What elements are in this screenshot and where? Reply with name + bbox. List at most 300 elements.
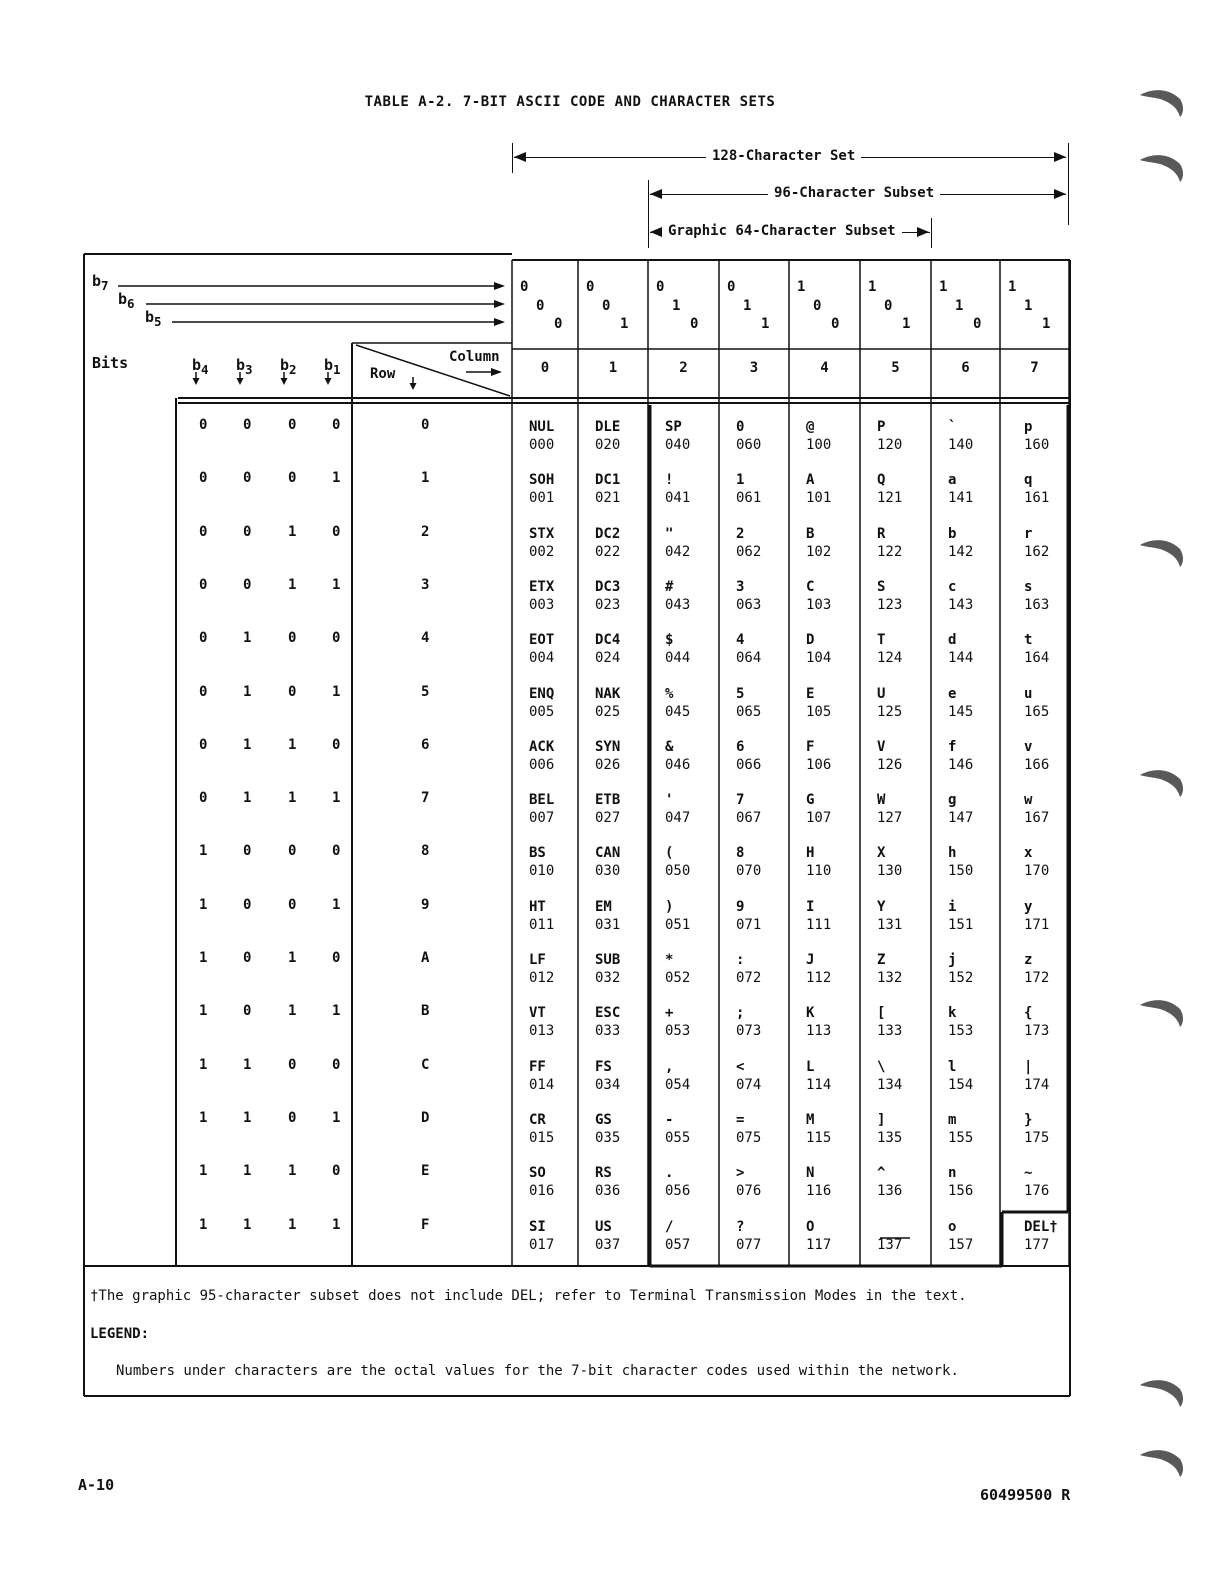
octal-value: 123: [877, 596, 903, 613]
octal-value: 025: [595, 703, 621, 720]
character-glyph: %: [665, 685, 674, 702]
octal-value: 026: [595, 756, 621, 773]
bit-value: 1: [243, 683, 252, 700]
octal-value: 041: [665, 490, 691, 507]
character-glyph: l: [948, 1058, 957, 1075]
span-96-label: 96-Character Subset: [768, 185, 940, 201]
octal-value: 013: [529, 1023, 555, 1040]
character-glyph: US: [595, 1218, 612, 1235]
column-b5-value: 0: [831, 316, 840, 332]
octal-value: 131: [877, 916, 903, 933]
bit-value: 0: [288, 630, 297, 647]
octal-value: 031: [595, 916, 621, 933]
character-glyph: m: [948, 1111, 957, 1128]
octal-value: 074: [736, 1076, 762, 1093]
bit-value: 0: [243, 523, 252, 540]
octal-value: 133: [877, 1023, 903, 1040]
octal-value: 015: [529, 1129, 555, 1146]
bit-value: 1: [199, 843, 208, 860]
character-glyph: ,: [665, 1058, 674, 1075]
character-glyph: k: [948, 1005, 957, 1022]
row-number: 8: [421, 843, 430, 860]
b4-label: $b_4$: [192, 356, 209, 377]
octal-value: 165: [1024, 703, 1050, 720]
legend-text: Numbers under characters are the octal values for the 7-bit character codes used within the network.: [116, 1363, 959, 1379]
character-glyph: o: [948, 1218, 957, 1235]
character-glyph: NAK: [595, 685, 621, 702]
octal-value: 176: [1024, 1183, 1050, 1200]
character-glyph: d: [948, 632, 957, 649]
character-glyph: O: [806, 1218, 815, 1235]
character-glyph: 4: [736, 632, 745, 649]
octal-value: 172: [1024, 970, 1050, 986]
octal-value: 136: [877, 1183, 903, 1200]
octal-value: 144: [948, 650, 974, 667]
column-b7-value: 0: [727, 279, 736, 295]
column-b7-value: 0: [656, 279, 665, 295]
character-glyph: J: [806, 952, 815, 968]
character-glyph: #: [665, 578, 674, 595]
bit-value: 1: [332, 1216, 341, 1233]
character-glyph: CAN: [595, 845, 621, 862]
binder-hole: [1140, 1000, 1183, 1027]
row-number: B: [421, 1003, 430, 1020]
bit-value: 0: [332, 523, 341, 540]
character-glyph: SOH: [529, 472, 555, 489]
character-glyph: P: [877, 419, 886, 435]
character-glyph: F: [806, 738, 815, 755]
bit-value: 1: [243, 1056, 252, 1073]
bit-value: 1: [243, 1216, 252, 1233]
bit-value: 0: [288, 896, 297, 913]
character-glyph: G: [806, 792, 815, 809]
character-glyph: M: [806, 1111, 815, 1128]
character-glyph: ENQ: [529, 685, 555, 702]
character-glyph: ESC: [595, 1005, 621, 1022]
column-b5-value: 0: [690, 316, 699, 332]
b6-arrowhead: [494, 300, 505, 308]
octal-value: 060: [736, 437, 762, 453]
octal-value: 064: [736, 650, 762, 667]
character-glyph: $: [665, 632, 674, 649]
octal-value: 055: [665, 1129, 691, 1146]
octal-value: 155: [948, 1129, 974, 1146]
character-glyph: y: [1024, 898, 1033, 915]
bit-value: 0: [243, 950, 252, 966]
octal-value: 162: [1024, 543, 1050, 560]
octal-value: 020: [595, 437, 621, 453]
character-glyph: BS: [529, 845, 546, 862]
bit-value: 0: [332, 1056, 341, 1073]
bit-value: 0: [243, 843, 252, 860]
character-glyph: GS: [595, 1111, 612, 1128]
character-glyph: ): [665, 898, 674, 915]
octal-value: 073: [736, 1023, 762, 1040]
octal-value: 001: [529, 490, 555, 507]
character-glyph: ?: [736, 1218, 745, 1235]
bit-value: 1: [243, 1163, 252, 1180]
octal-value: 057: [665, 1236, 691, 1253]
bit-value: 0: [199, 470, 208, 487]
column-b6-value: 1: [955, 298, 964, 314]
character-glyph: 6: [736, 738, 745, 755]
bit-value: 0: [243, 470, 252, 487]
character-glyph: f: [948, 738, 957, 755]
character-glyph: e: [948, 685, 957, 702]
octal-value: 140: [948, 437, 974, 453]
bit-value: 1: [199, 1109, 208, 1126]
character-glyph: <: [736, 1058, 745, 1075]
octal-value: 114: [806, 1076, 832, 1093]
character-glyph: `: [948, 419, 957, 435]
b1-label: $b_1$: [324, 356, 341, 377]
octal-value: 022: [595, 543, 621, 560]
bits-label: Bits: [92, 354, 129, 372]
octal-value: 134: [877, 1076, 903, 1093]
row-number: 2: [421, 523, 430, 540]
octal-value: 046: [665, 756, 691, 773]
character-glyph: ~: [1024, 1165, 1033, 1182]
octal-value: 050: [665, 863, 691, 880]
character-glyph: B: [806, 525, 815, 542]
octal-value: 024: [595, 650, 621, 667]
octal-value: 167: [1024, 810, 1050, 827]
character-glyph: z: [1024, 952, 1033, 968]
octal-value: 000: [529, 437, 555, 453]
bit-value: 0: [199, 683, 208, 700]
column-b5-value: 0: [554, 316, 563, 332]
row-number: 1: [421, 470, 430, 487]
bit-down-arrow: [237, 378, 244, 385]
octal-value: 111: [806, 916, 832, 933]
octal-value: 065: [736, 703, 762, 720]
character-glyph: 3: [736, 578, 745, 595]
bit-value: 0: [332, 1163, 341, 1180]
bit-value: 1: [199, 950, 208, 966]
octal-value: 056: [665, 1183, 691, 1200]
character-glyph: (: [665, 845, 674, 862]
character-glyph: [: [877, 1005, 886, 1022]
octal-value: 120: [877, 437, 903, 453]
octal-value: 052: [665, 970, 691, 986]
octal-value: 110: [806, 863, 832, 880]
bit-value: 0: [199, 790, 208, 807]
binder-hole: [1140, 770, 1183, 797]
octal-value: 104: [806, 650, 832, 667]
octal-value: 127: [877, 810, 903, 827]
bit-value: 1: [243, 790, 252, 807]
bit-value: 0: [199, 417, 208, 433]
octal-value: 070: [736, 863, 762, 880]
character-glyph: DC4: [595, 632, 621, 649]
row-number: D: [421, 1109, 430, 1126]
character-glyph: ": [665, 525, 674, 542]
b5-label: $b_5$: [145, 308, 162, 329]
character-glyph: Z: [877, 952, 886, 968]
column-b6-value: 1: [672, 298, 681, 314]
octal-value: 137: [877, 1236, 903, 1253]
octal-value: 037: [595, 1236, 621, 1253]
character-glyph: w: [1024, 792, 1033, 809]
character-glyph: 2: [736, 525, 745, 542]
character-glyph: I: [806, 898, 815, 915]
column-b6-value: 1: [1024, 298, 1033, 314]
octal-value: 152: [948, 970, 974, 986]
character-glyph: 9: [736, 898, 745, 915]
span-64-label: Graphic 64-Character Subset: [662, 223, 902, 239]
bit-value: 1: [199, 1163, 208, 1180]
character-glyph: s: [1024, 578, 1033, 595]
character-glyph: /: [665, 1218, 674, 1235]
octal-value: 164: [1024, 650, 1050, 667]
character-glyph: L: [806, 1058, 815, 1075]
character-glyph: 5: [736, 685, 745, 702]
character-glyph: v: [1024, 738, 1033, 755]
column-number: 2: [679, 360, 688, 376]
bit-value: 1: [332, 790, 341, 807]
character-glyph: c: [948, 578, 957, 595]
octal-value: 077: [736, 1236, 762, 1253]
octal-value: 170: [1024, 863, 1050, 880]
octal-value: 107: [806, 810, 832, 827]
character-glyph: b: [948, 525, 957, 542]
column-arrowhead: [491, 368, 502, 376]
row-number: 3: [421, 576, 430, 593]
bit-down-arrow: [193, 378, 200, 385]
octal-value: 126: [877, 756, 903, 773]
column-b6-value: 0: [884, 298, 893, 314]
character-glyph: ^: [877, 1165, 886, 1182]
character-glyph: DC2: [595, 525, 621, 542]
row-label: Row: [370, 366, 396, 382]
column-number: 1: [608, 360, 618, 376]
octal-value: 012: [529, 970, 555, 986]
bit-value: 0: [243, 576, 252, 593]
column-b7-value: 1: [939, 279, 948, 295]
octal-value: 054: [665, 1076, 691, 1093]
row-number: 7: [421, 790, 430, 807]
character-glyph: >: [736, 1165, 745, 1182]
octal-value: 004: [529, 650, 555, 667]
character-glyph: x: [1024, 845, 1033, 862]
character-glyph: h: [948, 845, 957, 862]
character-glyph: -: [665, 1111, 674, 1128]
column-b5-value: 1: [761, 316, 770, 332]
column-b6-value: 0: [813, 298, 822, 314]
octal-value: 154: [948, 1076, 974, 1093]
bit-value: 1: [243, 630, 252, 647]
bit-value: 1: [288, 1163, 297, 1180]
span-128-label: 128-Character Set: [706, 148, 861, 164]
column-b6-value: 0: [536, 298, 545, 314]
row-number: F: [421, 1216, 430, 1233]
octal-value: 021: [595, 490, 621, 507]
bit-value: 1: [332, 896, 341, 913]
character-glyph: DC1: [595, 472, 621, 489]
octal-value: 150: [948, 863, 974, 880]
octal-value: 116: [806, 1183, 832, 1200]
octal-value: 043: [665, 596, 691, 613]
column-b5-value: 1: [1042, 316, 1051, 332]
octal-value: 014: [529, 1076, 555, 1093]
octal-value: 076: [736, 1183, 762, 1200]
character-glyph: i: [948, 898, 957, 915]
character-glyph: V: [877, 738, 886, 755]
character-glyph: 0: [736, 419, 745, 435]
octal-value: 032: [595, 970, 621, 986]
column-b7-value: 1: [1008, 279, 1017, 295]
octal-value: 147: [948, 810, 974, 827]
character-glyph: SYN: [595, 738, 621, 755]
character-glyph: =: [736, 1111, 745, 1128]
octal-value: 142: [948, 543, 974, 560]
b2-label: $b_2$: [280, 356, 297, 377]
octal-value: 113: [806, 1023, 832, 1040]
bit-value: 1: [332, 1003, 341, 1020]
bit-value: 0: [332, 736, 341, 753]
character-glyph: |: [1024, 1058, 1033, 1075]
octal-value: 125: [877, 703, 903, 720]
column-b5-value: 0: [973, 316, 982, 332]
octal-value: 007: [529, 810, 555, 827]
octal-value: 106: [806, 756, 832, 773]
octal-value: 072: [736, 970, 762, 986]
character-glyph: 8: [736, 845, 745, 862]
bit-value: 0: [199, 523, 208, 540]
octal-value: 010: [529, 863, 555, 880]
character-glyph: EOT: [529, 632, 555, 649]
character-glyph: DC3: [595, 578, 621, 595]
octal-value: 045: [665, 703, 691, 720]
character-glyph: ACK: [529, 738, 555, 755]
bit-value: 1: [243, 736, 252, 753]
footnote: †The graphic 95-character subset does not include DEL; refer to Terminal Transmission Modes in the text.: [90, 1288, 967, 1304]
column-number: 7: [1030, 360, 1039, 376]
character-glyph: NUL: [529, 419, 555, 435]
bit-value: 0: [332, 630, 341, 647]
b6-label: $b_6$: [118, 290, 135, 311]
bit-value: 1: [288, 950, 297, 966]
character-glyph: D: [806, 632, 815, 649]
octal-value: 066: [736, 756, 762, 773]
bit-value: 0: [243, 417, 252, 433]
bit-value: 1: [288, 576, 297, 593]
character-glyph: H: [806, 845, 815, 862]
row-number: C: [421, 1056, 430, 1073]
octal-value: 051: [665, 916, 691, 933]
character-glyph: \: [877, 1058, 886, 1075]
octal-value: 005: [529, 703, 555, 720]
character-glyph: CR: [529, 1111, 546, 1128]
octal-value: 016: [529, 1183, 555, 1200]
octal-value: 044: [665, 650, 691, 667]
character-glyph: u: [1024, 685, 1033, 702]
octal-value: 145: [948, 703, 974, 720]
octal-value: 130: [877, 863, 903, 880]
column-label: Column: [449, 349, 500, 365]
character-glyph: j: [948, 952, 957, 968]
column-number: 5: [891, 360, 900, 376]
column-b7-value: 0: [586, 279, 595, 295]
character-glyph: }: [1024, 1111, 1033, 1128]
column-number: 6: [961, 360, 970, 376]
character-glyph: FF: [529, 1058, 546, 1075]
bit-value: 1: [288, 1216, 297, 1233]
octal-value: 160: [1024, 437, 1050, 453]
character-glyph: SO: [529, 1165, 546, 1182]
octal-value: 101: [806, 490, 832, 507]
bit-down-arrow: [325, 378, 332, 385]
character-glyph: T: [877, 632, 886, 649]
octal-value: 121: [877, 490, 903, 507]
character-glyph: t: [1024, 632, 1033, 649]
binder-hole: [1140, 540, 1183, 567]
octal-value: 075: [736, 1129, 762, 1146]
character-glyph: 7: [736, 792, 745, 809]
octal-value: 112: [806, 970, 832, 986]
octal-value: 141: [948, 490, 974, 507]
character-glyph: !: [665, 472, 674, 489]
character-glyph: ;: [736, 1005, 745, 1022]
octal-value: 161: [1024, 490, 1050, 507]
octal-value: 124: [877, 650, 903, 667]
page-number: A-10: [78, 1476, 115, 1494]
row-number: E: [421, 1163, 430, 1180]
character-glyph: W: [877, 792, 886, 809]
column-number: 0: [540, 360, 550, 376]
character-glyph: ': [665, 792, 674, 809]
character-glyph: a: [948, 472, 957, 489]
b7-label: $b_7$: [92, 272, 109, 293]
bit-value: 0: [288, 1056, 297, 1073]
character-glyph: VT: [529, 1005, 546, 1022]
bit-value: 1: [332, 576, 341, 593]
b5-arrowhead: [494, 318, 505, 326]
bit-value: 0: [288, 843, 297, 860]
bit-value: 1: [199, 1003, 208, 1020]
bit-value: 0: [332, 950, 341, 966]
bit-value: 1: [288, 1003, 297, 1020]
octal-value: 034: [595, 1076, 621, 1093]
octal-value: 061: [736, 490, 762, 507]
column-number: 3: [749, 360, 759, 376]
bit-value: 1: [332, 1109, 341, 1126]
octal-value: 115: [806, 1129, 832, 1146]
octal-value: 157: [948, 1236, 974, 1253]
bit-down-arrow: [281, 378, 288, 385]
bit-value: 0: [288, 1109, 297, 1126]
character-glyph: @: [806, 419, 815, 435]
character-glyph: .: [665, 1165, 674, 1182]
bit-value: 0: [199, 576, 208, 593]
column-b6-value: 0: [602, 298, 611, 314]
octal-value: 122: [877, 543, 903, 560]
octal-value: 175: [1024, 1129, 1050, 1146]
bit-value: 1: [332, 683, 341, 700]
character-glyph: g: [948, 792, 957, 809]
character-glyph: 1: [736, 472, 745, 489]
character-glyph: C: [806, 578, 815, 595]
character-glyph: :: [736, 952, 745, 968]
character-glyph: r: [1024, 525, 1033, 542]
octal-value: 030: [595, 863, 621, 880]
octal-value: 071: [736, 916, 762, 933]
bit-value: 1: [288, 790, 297, 807]
character-glyph: ]: [877, 1111, 886, 1128]
bit-value: 0: [243, 896, 252, 913]
octal-value: 132: [877, 970, 903, 986]
character-glyph: p: [1024, 419, 1033, 435]
